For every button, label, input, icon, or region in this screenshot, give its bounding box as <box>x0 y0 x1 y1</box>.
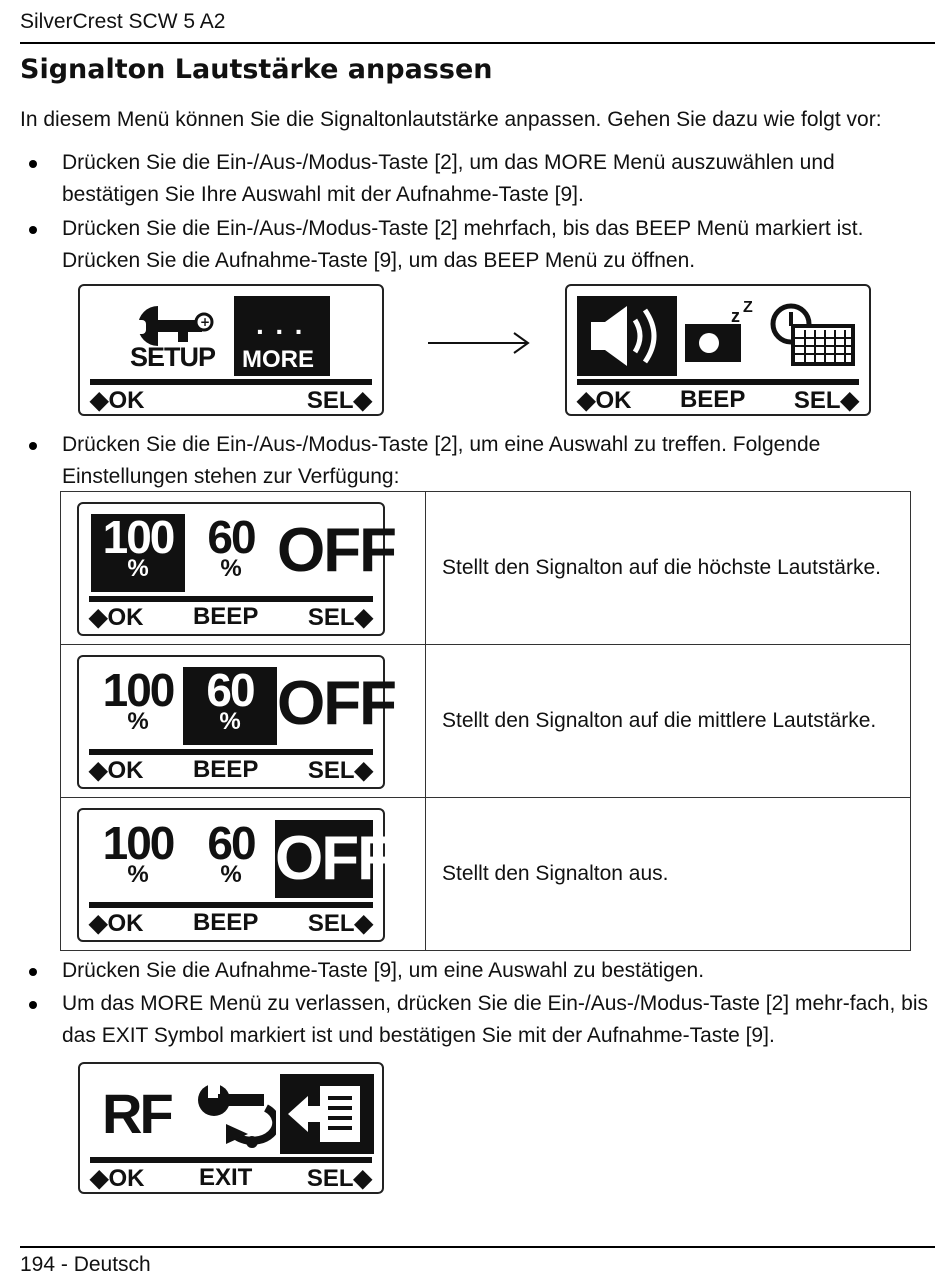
screen-bar <box>89 749 373 755</box>
svg-text:z: z <box>731 306 740 326</box>
step-text: Um das MORE Menü zu verlassen, drücken Sie die Ein-/Aus-/Modus-Taste [2] mehr-fach, bis das EXIT Symbol markiert ist und bestätigen Sie mit der Aufnahme-Taste [9]. <box>62 992 929 1047</box>
step-text: Drücken Sie die Ein-/Aus-/Modus-Taste [2], um eine Auswahl zu treffen. Folgende Einstellungen stehen zur Verfügung: <box>62 433 821 488</box>
dots-icon: ··· <box>256 316 314 347</box>
footer-rule <box>20 1246 935 1248</box>
screen-bar <box>577 379 859 385</box>
header-rule <box>20 42 935 44</box>
sel-label: SEL◆ <box>307 757 373 784</box>
screen-bar <box>89 902 373 908</box>
option-row-60 <box>61 645 911 798</box>
ok-label: ◆OK <box>577 387 632 414</box>
ok-label: ◆OK <box>89 604 144 631</box>
screen-footer <box>90 386 372 415</box>
option-screen-cell <box>61 645 426 798</box>
beep-label: BEEP <box>192 756 259 783</box>
sixty-tile: 60 % <box>207 817 255 888</box>
intro-text: In diesem Menü können Sie die Signaltonlautstärke anpassen. Gehen Sie dazu wie folgt vor: <box>20 108 882 131</box>
section-title: Signalton Lautstärke anpassen <box>20 54 493 85</box>
clock-calendar-icon <box>767 300 859 370</box>
screen-footer <box>577 386 859 415</box>
step-2 <box>20 213 935 277</box>
key-icon <box>128 300 218 348</box>
option-description: Stellt den Signalton auf die höchste Lautstärke. <box>426 492 911 645</box>
off-tile: OFF <box>275 820 373 898</box>
sixty-tile: 60 % <box>183 667 277 745</box>
setup-label: SETUP <box>130 342 216 372</box>
speaker-icon <box>577 296 677 376</box>
hundred-tile: 100 % <box>102 817 174 888</box>
screen-footer <box>89 603 373 632</box>
step-text: Drücken Sie die Aufnahme-Taste [9], um eine Auswahl zu bestätigen. <box>62 959 705 982</box>
screen-beep-100 <box>77 502 395 636</box>
ok-label: ◆OK <box>89 757 144 784</box>
camera-sleep-icon <box>679 300 759 370</box>
svg-text:Z: Z <box>743 300 753 316</box>
options-table <box>60 491 911 951</box>
more-tile <box>234 296 330 376</box>
screen-bar <box>90 1157 372 1163</box>
sel-label: SEL◆ <box>793 387 859 414</box>
screen-beep-menu <box>565 284 871 416</box>
off-tile: OFF <box>277 516 395 585</box>
option-description: Stellt den Signalton auf die mittlere Lautstärke. <box>426 645 911 798</box>
screen-footer <box>89 909 373 938</box>
option-row-100 <box>61 492 911 645</box>
step-1 <box>20 147 935 211</box>
ok-label: ◆OK <box>89 910 144 937</box>
right-arrow-icon <box>428 330 534 356</box>
screen-more-menu <box>78 284 384 416</box>
bullet-icon <box>29 442 37 450</box>
option-screen-cell <box>61 492 426 645</box>
screen-beep-60 <box>77 655 395 789</box>
ok-label: ◆OK <box>90 1165 145 1192</box>
hundred-tile: 100 % <box>91 514 185 592</box>
sel-label: SEL◆ <box>306 1165 372 1192</box>
step-3 <box>20 429 935 493</box>
screen-footer <box>90 1164 372 1193</box>
step-4 <box>20 955 935 987</box>
ok-label: ◆OK <box>90 387 145 414</box>
beep-label: BEEP <box>192 603 259 630</box>
header-product: SilverCrest SCW 5 A2 <box>20 10 226 33</box>
screen-beep-off <box>77 808 393 942</box>
bullet-icon <box>29 968 37 976</box>
step-5 <box>20 988 935 1052</box>
beep-label: BEEP <box>679 386 746 413</box>
page-footer: 194 - Deutsch <box>20 1253 151 1276</box>
screen-bar <box>90 379 372 385</box>
option-description: Stellt den Signalton aus. <box>426 798 911 951</box>
more-label: MORE <box>242 346 314 373</box>
exit-tile <box>280 1074 374 1154</box>
svg-text:+: + <box>200 315 211 329</box>
bullet-icon <box>29 226 37 234</box>
option-row-off <box>61 798 911 951</box>
step-text: Drücken Sie die Ein-/Aus-/Modus-Taste [2] mehrfach, bis das BEEP Menü markiert ist. Drücken Sie die Aufnahme-Taste [9], um das BEEP Menü zu öffnen. <box>62 217 864 272</box>
exit-label: EXIT <box>198 1164 253 1191</box>
bullet-icon <box>29 1001 37 1009</box>
sel-label: SEL◆ <box>306 387 372 414</box>
step-text: Drücken Sie die Ein-/Aus-/Modus-Taste [2], um das MORE Menü auszuwählen und bestätigen Sie Ihre Auswahl mit der Aufnahme-Taste [9]. <box>62 151 835 206</box>
screen-exit-menu <box>78 1062 384 1194</box>
sel-label: SEL◆ <box>307 604 373 631</box>
off-tile: OFF <box>277 669 395 738</box>
exit-icon <box>280 1074 374 1154</box>
screen-bar <box>89 596 373 602</box>
screen-footer <box>89 756 373 785</box>
sixty-tile: 60 % <box>207 511 255 582</box>
sel-label: SEL◆ <box>307 910 373 937</box>
bullet-icon <box>29 160 37 168</box>
hundred-tile: 100 % <box>102 664 174 735</box>
option-screen-cell <box>61 798 426 951</box>
wrench-return-icon <box>192 1078 276 1154</box>
rf-label: RF <box>102 1082 171 1145</box>
speaker-tile <box>577 296 677 376</box>
beep-label: BEEP <box>192 909 259 936</box>
